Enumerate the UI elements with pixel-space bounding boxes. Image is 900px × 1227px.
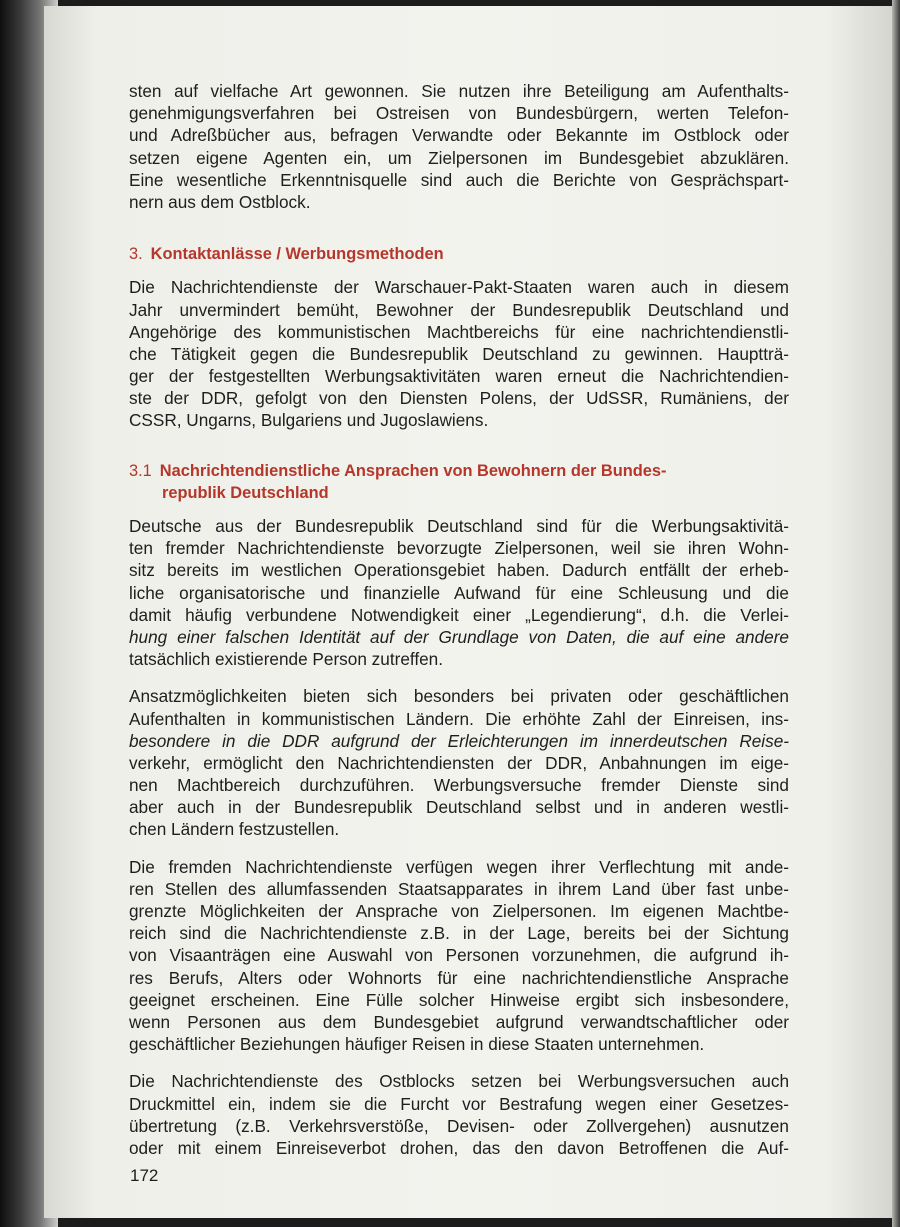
text-line: Deutsche aus der Bundesrepublik Deutschland sind für die Werbungsaktivitä- (129, 516, 789, 536)
text-line: sten auf vielfache Art gewonnen. Sie nutzen ihre Beteiligung am Aufenthalts- (129, 81, 789, 101)
text-line: nen Machtbereich durchzuführen. Werbungsversuche fremder Dienste sind (129, 775, 789, 796)
text-line: von Visaanträgen eine Auswahl von Personen vorzunehmen, die aufgrund ih- (129, 945, 789, 966)
section-3-1-heading (129, 460, 789, 504)
text-line: geschäftlicher Beziehungen häufiger Reisen in diese Staaten unternehmen. (129, 1034, 705, 1055)
text-line: ger der festgestellten Werbungsaktivitäten waren erneut die Nachrichtendien- (129, 366, 789, 387)
section-number: 3. (129, 245, 143, 264)
text-line: Druckmittel ein, indem sie die Furcht vor Bestrafung wegen einer Gesetzes- (129, 1093, 789, 1114)
text-line: nern aus dem Ostblock. (129, 191, 311, 212)
text-line: oder mit einem Einreiseverbot drohen, das den davon Betroffenen die Auf- (129, 1137, 789, 1158)
text-line: Angehörige des kommunistischen Machtbereichs für eine nachrichtendienstli- (129, 321, 789, 342)
text-line: res Berufs, Alters oder Wohnorts für eine nachrichtendienstliche Ansprache (129, 967, 789, 988)
text-line: ten fremder Nachrichtendienste bevorzugte Zielpersonen, weil sie ihren Wohn- (129, 538, 789, 559)
section-3-heading (129, 243, 789, 265)
page-edge-shadow (892, 0, 900, 1227)
text-line: grenzte Möglichkeiten der Ansprache von Zielpersonen. Im eigenen Machtbe- (129, 901, 789, 921)
text-line: Ansatzmöglichkeiten bieten sich besonders bei privaten oder geschäftlichen (129, 686, 789, 707)
text-line: genehmigungsverfahren bei Ostreisen von Bundesbürgern, werten Telefon- (129, 103, 789, 124)
text-line: Die Nachrichtendienste des Ostblocks setzen bei Werbungsversuchen auch (129, 1071, 789, 1092)
intro-paragraph (129, 80, 789, 213)
text-line: liche organisatorische und finanzielle Aufwand für eine Schleusung und die (129, 582, 789, 603)
section-title: Kontaktanlässe / Werbungsmethoden (150, 245, 444, 264)
text-line: Eine wesentliche Erkenntnisquelle sind auch die Berichte von Gesprächspart- (129, 169, 789, 190)
page-number: 172 (130, 1166, 159, 1185)
text-line: geeignet erscheinen. Eine Fülle solcher Hinweise ergibt sich insbesondere, (129, 989, 789, 1010)
section-3-1-paragraph-3 (129, 856, 789, 1056)
text-line: Aufenthalten in kommunistischen Ländern. Die erhöhte Zahl der Einreisen, ins- (129, 708, 789, 729)
text-line: sitz bereits im westlichen Operationsgebiet haben. Dadurch entfällt der erheb- (129, 560, 789, 581)
text-line: übertretung (z.B. Verkehrsverstöße, Devisen- oder Zollvergehen) ausnutzen (129, 1115, 789, 1136)
text-line: damit häufig verbundene Notwendigkeit einer „Legendierung“, d.h. die Verlei- (129, 604, 789, 625)
text-line: ste der DDR, gefolgt von den Diensten Polens, der UdSSR, Rumäniens, der (129, 388, 789, 409)
text-line: reich sind die Nachrichtendienste z.B. in der Lage, bereits bei der Sichtung (129, 923, 789, 944)
text-line: che Tätigkeit gegen die Bundesrepublik Deutschland zu gewinnen. Hauptträ- (129, 343, 789, 364)
text-line: Die fremden Nachrichtendienste verfügen wegen ihrer Verflechtung mit ande- (129, 856, 789, 877)
text-line: Jahr unvermindert bemüht, Bewohner der Bundesrepublik Deutschland und (129, 299, 789, 320)
section-3-paragraph (129, 276, 789, 431)
page-text (129, 80, 789, 1159)
section-title: Nachrichtendienstliche Ansprachen von Bewohnern der Bundes- (159, 461, 667, 480)
text-line: ren Stellen des allumfassenden Staatsapparates in ihrem Land über fast unbe- (129, 878, 789, 899)
text-line: verkehr, ermöglicht den Nachrichtendiensten der DDR, Anbahnungen im eige- (129, 752, 789, 773)
section-3-1-paragraph-4 (129, 1070, 789, 1159)
section-3-1-paragraph-2 (129, 685, 789, 840)
text-line-italic: hung einer falschen Identität auf der Grundlage von Daten, die auf eine andere (129, 626, 789, 647)
section-3-1-paragraph-1 (129, 515, 789, 670)
section-number: 3.1 (129, 461, 152, 480)
text-line: setzen eigene Agenten ein, um Zielpersonen im Bundesgebiet abzuklären. (129, 147, 789, 168)
text-line: chen Ländern festzustellen. (129, 819, 340, 840)
text-line: aber auch in der Bundesrepublik Deutschland selbst und in anderen westli- (129, 797, 789, 818)
text-line: und Adreßbücher aus, befragen Verwandte oder Bekannte im Ostblock oder (129, 125, 789, 146)
text-line: wenn Personen aus dem Bundesgebiet aufgrund verwandtschaftlicher oder (129, 1011, 789, 1032)
text-line-italic: besondere in die DDR aufgrund der Erleichterungen im innerdeutschen Reise- (129, 730, 789, 751)
text-line: Die Nachrichtendienste der Warschauer-Pakt-Staaten waren auch in diesem (129, 277, 789, 298)
section-title-continued: republik Deutschland (162, 483, 329, 502)
text-line: CSSR, Ungarns, Bulgariens und Jugoslawiens. (129, 410, 489, 431)
text-line: tatsächlich existierende Person zutreffen. (129, 649, 444, 670)
